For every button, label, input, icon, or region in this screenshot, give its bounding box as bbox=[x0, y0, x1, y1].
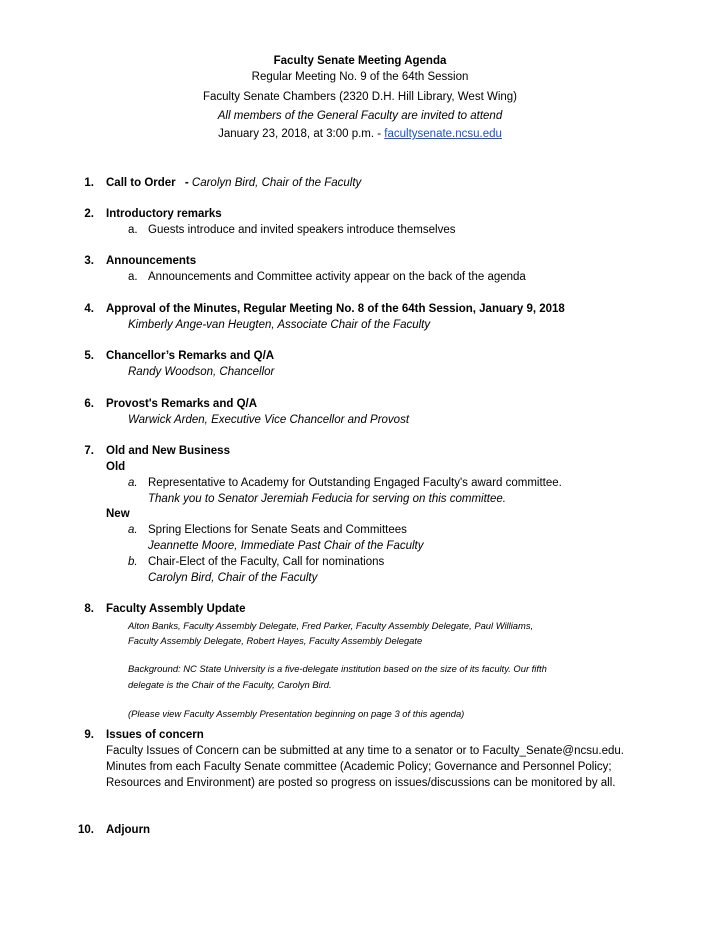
delegates-line-1: Alton Banks, Faculty Assembly Delegate, Fred Parker, Faculty Assembly Delegate, Paul Williams, bbox=[128, 620, 534, 631]
item-3-title: Announcements bbox=[106, 255, 197, 267]
new-business-label: New bbox=[106, 508, 130, 520]
new-b-presenter: Carolyn Bird, Chair of the Faculty bbox=[148, 572, 318, 584]
website-link[interactable]: facultysenate.ncsu.edu bbox=[384, 128, 502, 140]
item-10-title: Adjourn bbox=[106, 824, 151, 836]
background-line-1: Background: NC State University is a five-delegate institution based on the size of its faculty. Our fifth bbox=[128, 663, 547, 674]
item-8-number: 8. bbox=[84, 603, 94, 615]
item-1 bbox=[106, 176, 361, 191]
issues-line-1: Faculty Issues of Concern can be submitted at any time to a senator or to Faculty_Senate@ncsu.edu. bbox=[106, 745, 624, 757]
meeting-date-line bbox=[0, 127, 720, 142]
item-3-sub-a: Announcements and Committee activity appear on the back of the agenda bbox=[148, 271, 526, 283]
item-9-number: 9. bbox=[84, 729, 94, 741]
item-7-number: 7. bbox=[84, 445, 94, 457]
item-6-title: Provost's Remarks and Q/A bbox=[106, 398, 258, 410]
new-b-text: Chair-Elect of the Faculty, Call for nominations bbox=[148, 556, 385, 568]
old-a-text: Representative to Academy for Outstanding Engaged Faculty's award committee. bbox=[148, 477, 562, 489]
old-business-label: Old bbox=[106, 461, 126, 473]
item-1-number: 1. bbox=[84, 177, 94, 189]
old-a-note: Thank you to Senator Jeremiah Feducia for serving on this committee. bbox=[148, 493, 506, 505]
item-1-presenter: Carolyn Bird, Chair of the Faculty bbox=[191, 177, 362, 189]
meeting-location: Faculty Senate Chambers (2320 D.H. Hill Library, West Wing) bbox=[202, 91, 517, 103]
item-3-number: 3. bbox=[84, 255, 94, 267]
new-a-presenter: Jeannette Moore, Immediate Past Chair of the Faculty bbox=[148, 540, 424, 552]
item-1-dash: - bbox=[184, 177, 189, 189]
new-a-marker: a. bbox=[128, 524, 138, 536]
delegates-line-2: Faculty Assembly Delegate, Robert Hayes, Faculty Assembly Delegate bbox=[128, 635, 423, 646]
issues-line-2: Minutes from each Faculty Senate committee (Academic Policy; Governance and Personnel Policy; bbox=[106, 761, 612, 773]
item-9-title: Issues of concern bbox=[106, 729, 204, 741]
item-2-sub-a-marker: a. bbox=[128, 224, 138, 236]
presentation-note: (Please view Faculty Assembly Presentation beginning on page 3 of this agenda) bbox=[128, 708, 465, 719]
item-4-presenter: Kimberly Ange-van Heugten, Associate Chair of the Faculty bbox=[128, 319, 431, 331]
item-10-number: 10. bbox=[78, 824, 94, 836]
new-b-marker: b. bbox=[128, 556, 138, 568]
item-7-title: Old and New Business bbox=[106, 445, 230, 457]
meeting-number: Regular Meeting No. 9 of the 64th Session bbox=[251, 71, 469, 83]
item-3-sub-a-marker: a. bbox=[128, 271, 138, 283]
page-title: Faculty Senate Meeting Agenda bbox=[273, 55, 447, 67]
item-2-sub-a: Guests introduce and invited speakers introduce themselves bbox=[148, 224, 456, 236]
item-4-number: 4. bbox=[84, 303, 94, 315]
old-a-marker: a. bbox=[128, 477, 138, 489]
meeting-date: January 23, 2018, at 3:00 p.m. - bbox=[218, 128, 382, 140]
item-6-presenter: Warwick Arden, Executive Vice Chancellor and Provost bbox=[128, 414, 410, 426]
item-4-title: Approval of the Minutes, Regular Meeting No. 8 of the 64th Session, January 9, 2018 bbox=[106, 303, 565, 315]
item-2-number: 2. bbox=[84, 208, 94, 220]
item-2-title: Introductory remarks bbox=[106, 208, 222, 220]
item-5-number: 5. bbox=[84, 350, 94, 362]
issues-line-3: Resources and Environment) are posted so progress on issues/discussions can be monitored by all. bbox=[106, 777, 616, 789]
item-1-title: Call to Order bbox=[106, 177, 176, 189]
item-8-title: Faculty Assembly Update bbox=[106, 603, 246, 615]
background-line-2: delegate is the Chair of the Faculty, Carolyn Bird. bbox=[128, 679, 332, 690]
new-a-text: Spring Elections for Senate Seats and Committees bbox=[148, 524, 407, 536]
item-5-presenter: Randy Woodson, Chancellor bbox=[128, 366, 275, 378]
item-5-title: Chancellor’s Remarks and Q/A bbox=[106, 350, 275, 362]
invitation: All members of the General Faculty are invited to attend bbox=[217, 110, 503, 122]
item-6-number: 6. bbox=[84, 398, 94, 410]
